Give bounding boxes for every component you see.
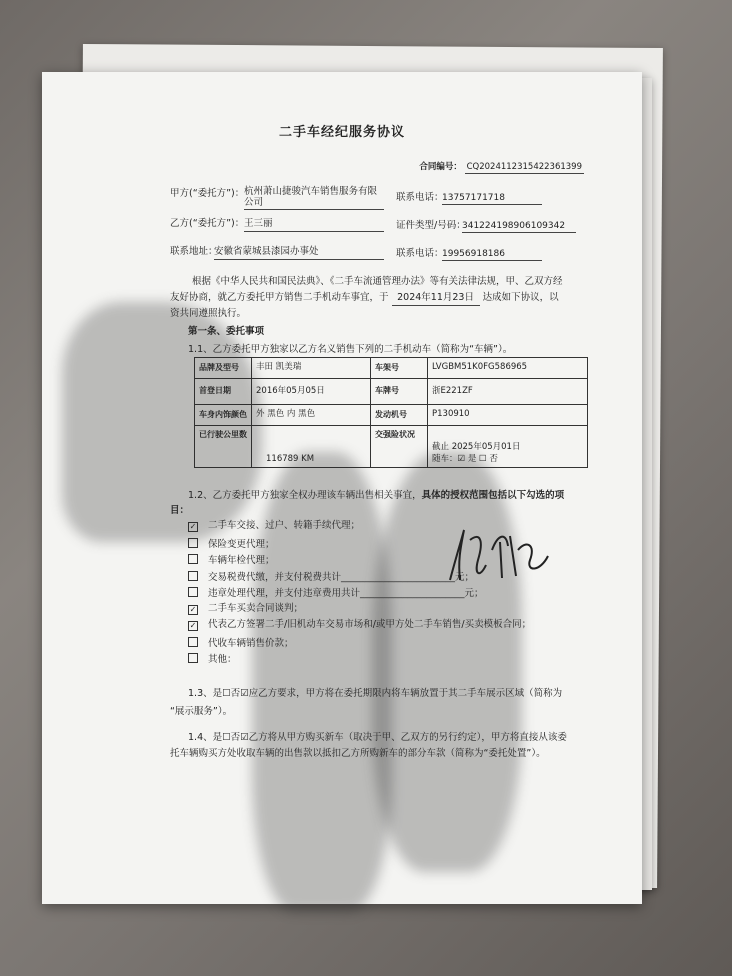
insurance-until: 截止 2025年05月01日 bbox=[432, 442, 521, 453]
plate-label: 车牌号 bbox=[371, 379, 428, 405]
table-row bbox=[195, 358, 588, 379]
checklist-item-label: 代收车辆销售价款； bbox=[208, 637, 294, 649]
insurance-value bbox=[428, 426, 588, 468]
party-b-address: 安徽省蒙城县漆园办事处 bbox=[214, 246, 384, 260]
insurance-label: 交强险状况 bbox=[371, 426, 428, 468]
checked-box-icon: ✓ bbox=[189, 522, 197, 531]
engine-label: 发动机号 bbox=[371, 405, 428, 426]
contract-number-value: CQ20241123154223613​99 bbox=[465, 162, 584, 174]
brand-value: 丰田 凯美瑞 bbox=[252, 358, 371, 379]
checklist-item-label: 其他： bbox=[208, 654, 237, 665]
clause-1-4-cont: 托车辆购买方处收取车辆的出售款以抵扣乙方所购新车的部分车款（简称为“委托处置”）。 bbox=[170, 748, 546, 759]
checklist-item-label: 交易税费代缴，并支付税费共计________________________元； bbox=[208, 571, 475, 583]
unchecked-box-icon bbox=[188, 554, 198, 564]
checked-box-icon: ✓ bbox=[189, 604, 197, 614]
checklist-item-label: 车辆年检代理； bbox=[208, 555, 275, 566]
vin-value: LVGBM51K0FG586965 bbox=[428, 358, 588, 379]
unchecked-box-icon bbox=[188, 637, 198, 647]
clause-1-4: 1.4、是☐否☑乙方将从甲方购买新车（取决于甲、乙双方的另行约定），甲方将直接从该委 bbox=[188, 732, 567, 743]
checklist-item bbox=[188, 603, 531, 620]
intro-line-1: 根据《中华人民共和国民法典》、《二手车流通管理办法》等有关法律法规，甲、乙双方经 bbox=[192, 276, 563, 287]
party-a-name: 杭州萧山捷骏汽车销售服务有限公司 bbox=[244, 186, 384, 210]
checklist-item bbox=[188, 636, 531, 653]
section-1-heading: 第一条、委托事项 bbox=[188, 326, 265, 337]
table-row bbox=[195, 405, 588, 426]
contract-number-label: 合同编号： bbox=[419, 162, 462, 172]
clause-1-3-cont: “展示服务”）。 bbox=[170, 706, 233, 717]
document-title: 二手车经纪服务协议 bbox=[278, 125, 405, 140]
party-b-phone-label: 联系电话： bbox=[396, 248, 444, 259]
vehicle-info-table bbox=[194, 357, 588, 468]
contract-number bbox=[419, 162, 584, 174]
agreement-page bbox=[42, 72, 642, 904]
clause-1-2: 1.2、乙方委托甲方独家全权办理该车辆出售相关事宜，具体的授权范围包括以下勾选的项 bbox=[188, 490, 565, 501]
party-b-phone: 19956918186 bbox=[442, 248, 542, 261]
agreement-date: 2024年11月23日 bbox=[392, 292, 480, 306]
checked-box-icon: ✓ bbox=[189, 621, 197, 630]
checklist-item bbox=[188, 652, 531, 669]
unchecked-box-icon bbox=[188, 538, 198, 548]
party-b-label: 乙方(“委托方”)： bbox=[170, 218, 245, 229]
engine-value: P130910 bbox=[428, 405, 588, 426]
clause-1-1: 1.1、乙方委托甲方独家以乙方名义销售下列的二手机动车（简称为“车辆”）。 bbox=[188, 344, 513, 355]
party-b-id-label: 证件类型/号码： bbox=[396, 220, 466, 231]
mileage-label: 已行驶公里数 bbox=[195, 426, 252, 468]
clause-1-3: 1.3、是☐否☑应乙方要求，甲方将在委托期限内将车辆放置于其二手车展示区域（简称为 bbox=[188, 688, 563, 699]
party-b-id: 341224198906109342 bbox=[462, 220, 576, 233]
mileage-value: 116789 KM bbox=[252, 426, 371, 468]
clause-1-2-cont: 目： bbox=[170, 505, 190, 516]
brand-label: 品牌及型号 bbox=[195, 358, 252, 379]
table-row bbox=[195, 426, 588, 468]
checklist-item bbox=[188, 619, 531, 636]
plate-value: 浙E221ZF bbox=[428, 379, 588, 405]
unchecked-box-icon bbox=[188, 571, 198, 581]
checklist-item-label: 二手车买卖合同谈判； bbox=[208, 602, 304, 614]
reg-date-value: 2016年05月05日 bbox=[252, 379, 371, 405]
table-row bbox=[195, 379, 588, 405]
party-a-phone-label: 联系电话： bbox=[396, 192, 444, 203]
checklist-item-label: 保险变更代理； bbox=[208, 538, 275, 550]
party-b-addr-label: 联系地址： bbox=[170, 246, 218, 257]
checklist-item-label: 代表乙方签署二手/旧机动车交易市场和/或甲方处二手车销售/买卖模板合同； bbox=[208, 619, 532, 630]
intro-line-3: 资共同遵照执行。 bbox=[170, 308, 247, 319]
intro-line-2: 友好协商，就乙方委托甲方销售二手机动车事宜，于 2024年11月23日 达成如下协议，以 bbox=[170, 292, 559, 306]
color-label: 车身内饰颜色 bbox=[195, 405, 252, 426]
party-a-phone: 13757171718 bbox=[442, 192, 542, 205]
unchecked-box-icon bbox=[188, 653, 198, 663]
checklist-item-label: 违章处理代理，并支付违章费用共计______________________元； bbox=[208, 588, 484, 599]
unchecked-box-icon bbox=[188, 587, 198, 597]
reg-date-label: 首登日期 bbox=[195, 379, 252, 405]
party-b-name: 王三丽 bbox=[244, 218, 384, 232]
party-a-label: 甲方(“委托方”)： bbox=[170, 188, 245, 199]
vin-label: 车架号 bbox=[371, 358, 428, 379]
checklist-item-label: 二手车交接、过户、转籍手续代理； bbox=[208, 520, 361, 531]
handwritten-signature bbox=[440, 520, 560, 590]
color-value: 外 黑色 内 黑色 bbox=[252, 405, 371, 426]
insurance-with-vehicle: 随车：☑ 是 ☐ 否 bbox=[432, 453, 498, 464]
